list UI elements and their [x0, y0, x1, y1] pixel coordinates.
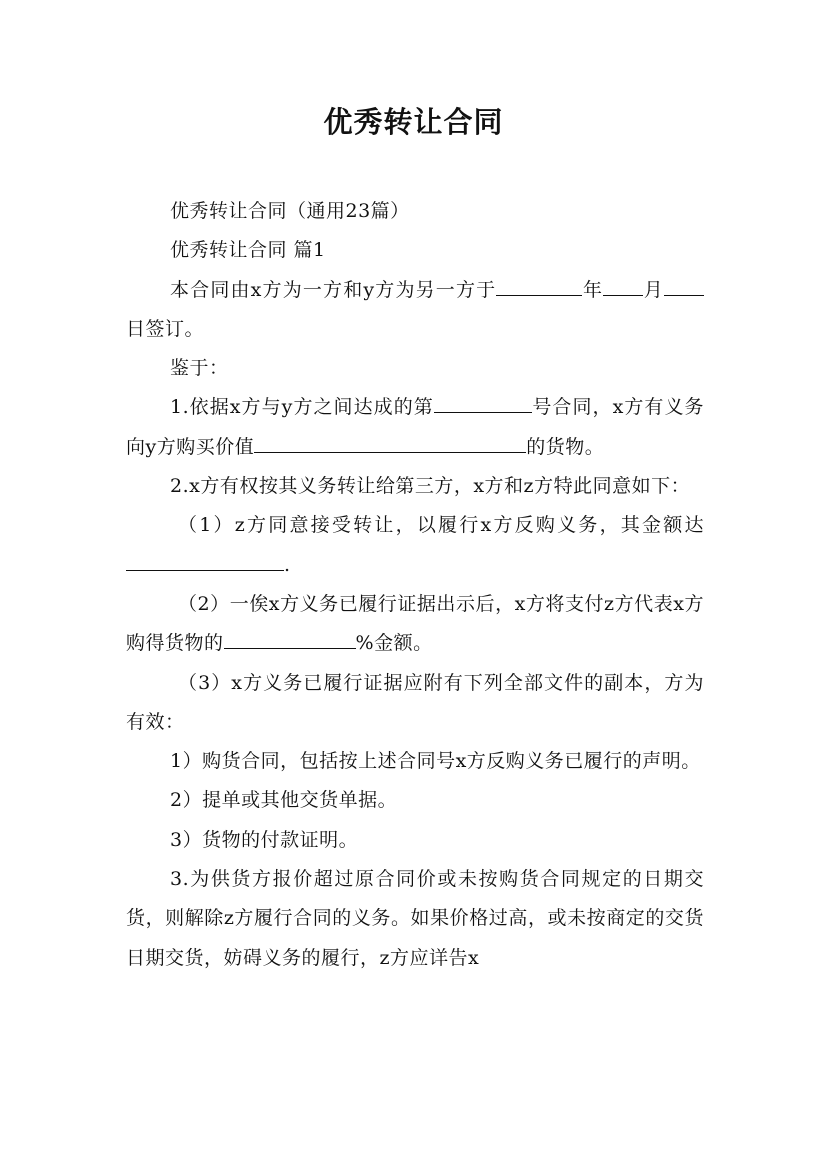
- document-list-item-3: 3）货物的付款证明。: [170, 828, 359, 851]
- contract-number-blank: [434, 390, 532, 413]
- clause-3: 3.为供货方报价超过原合同价或未按购货合同规定的日期交货，则解除z方履行合同的义务。如果价格过高，或未按商定的交货日期交货，妨碍义务的履行，z方应详告x: [126, 868, 704, 969]
- document-title: 优秀转让合同: [323, 105, 504, 139]
- day-blank: [664, 273, 704, 296]
- amount-blank: [126, 548, 284, 571]
- document-body: [126, 192, 704, 978]
- clause-1-text-a: 1.依据x方与y方之间达成的第: [170, 396, 434, 419]
- signing-text-a: 本合同由x方为一方和y方为另一方于: [170, 278, 497, 301]
- clause-1-text-b: 号合同，x方有义务向y方购买价值: [126, 396, 704, 458]
- intro-paragraph: 优秀转让合同（通用23篇）: [170, 200, 410, 222]
- clause-2-item-2: [126, 585, 704, 664]
- signing-text-c: 月: [643, 278, 664, 301]
- document-list-item-2: 2）提单或其他交货单据。: [170, 789, 398, 812]
- item-2-text-a: （2）一俟x方义务已履行证据出示后，x方将支付z方代表x方购得货物的: [126, 592, 704, 655]
- percent-blank: [224, 626, 356, 649]
- goods-value-blank: [254, 430, 526, 453]
- item-1-text-a: （1）z方同意接受转让，以履行x方反购义务，其金额达: [178, 514, 704, 537]
- clause-2-item-3: （3）x方义务已履行证据应附有下列全部文件的副本，方为有效：: [126, 671, 704, 733]
- clause-2-item-1: [126, 506, 704, 585]
- signing-text-d: 日签订。: [126, 317, 205, 340]
- whereas-heading: 鉴于：: [170, 357, 229, 380]
- month-blank: [603, 273, 643, 296]
- clause-2: 2.x方有权按其义务转让给第三方，x方和z方特此同意如下：: [170, 475, 691, 498]
- signing-text-b: 年: [582, 278, 604, 301]
- document-list-item-1: 1）购货合同，包括按上述合同号x方反购义务已履行的声明。: [170, 750, 701, 773]
- signing-paragraph: [126, 271, 704, 350]
- clause-1-text-c: 的货物。: [526, 435, 605, 458]
- chapter-heading: 优秀转让合同 篇1: [170, 239, 326, 262]
- item-2-text-b: %金额。: [355, 632, 433, 655]
- year-blank: [496, 273, 582, 296]
- item-1-text-b: .: [284, 553, 291, 576]
- clause-1: [126, 388, 704, 467]
